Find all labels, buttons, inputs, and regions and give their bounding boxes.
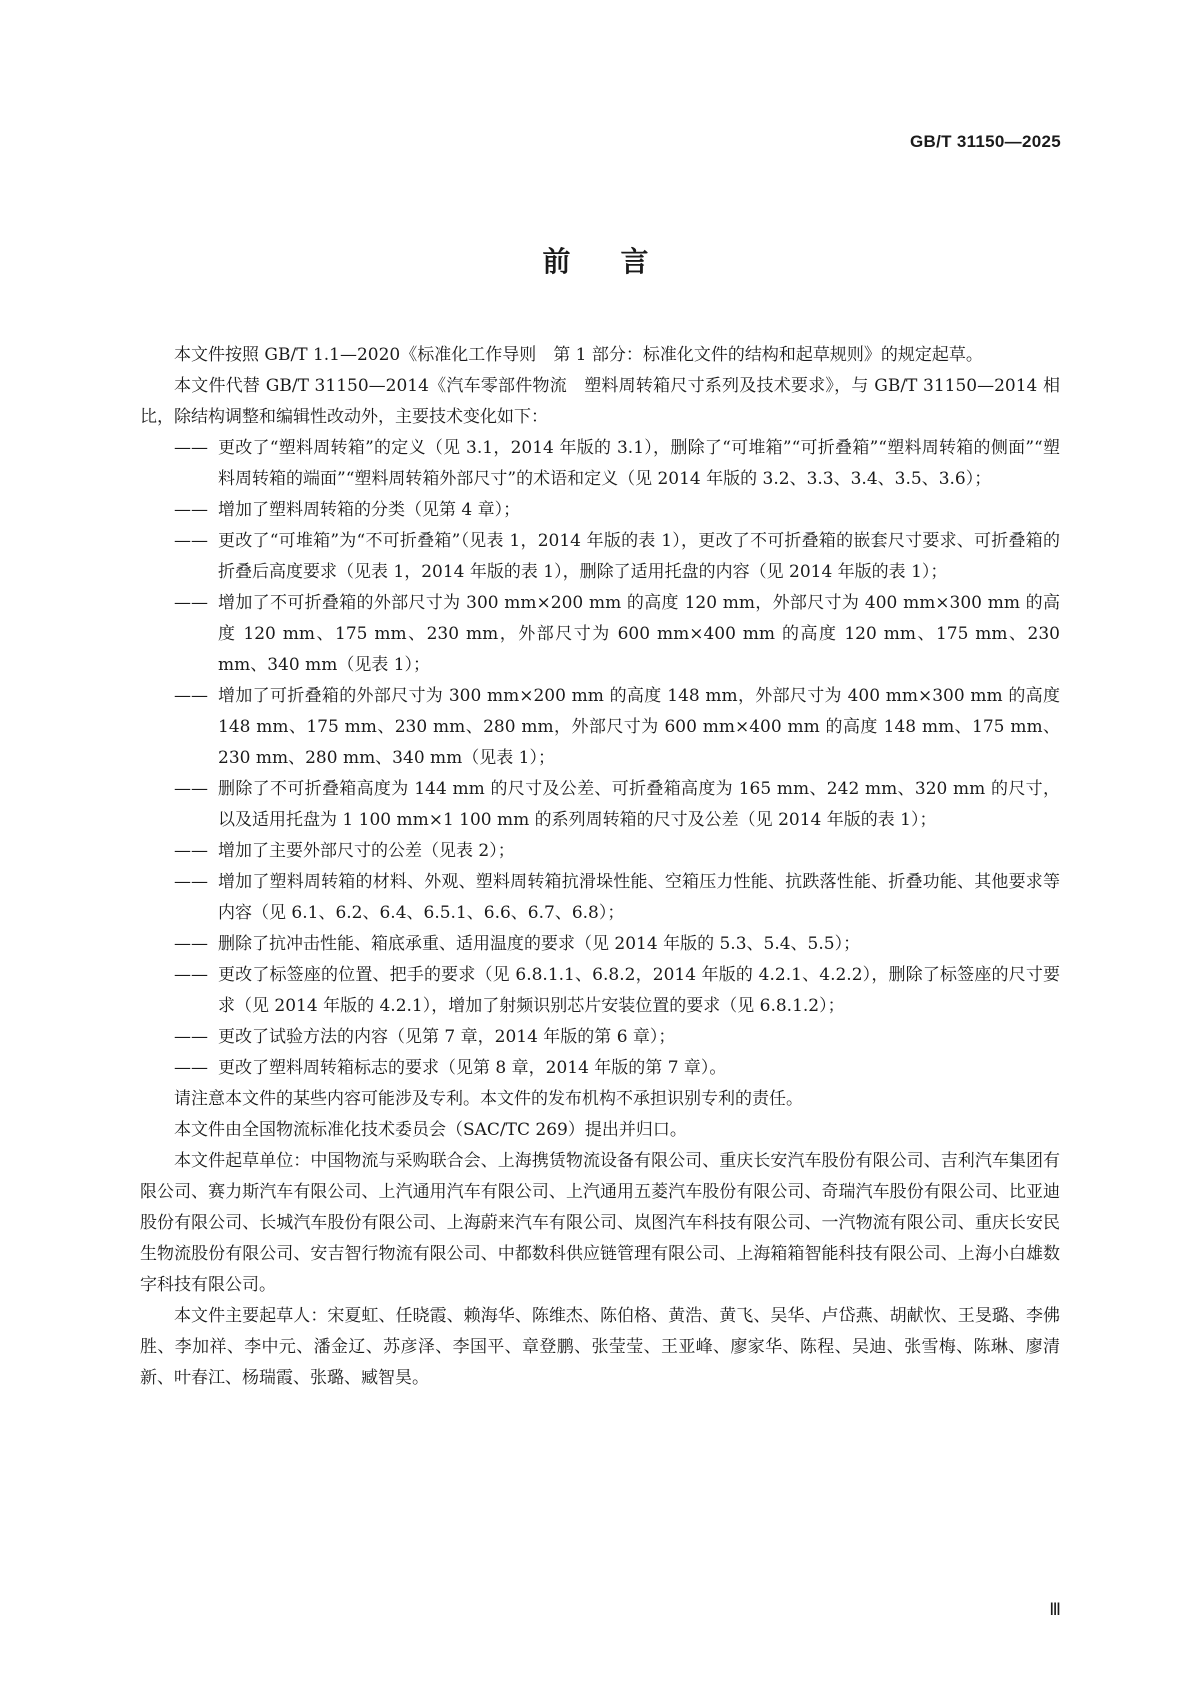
paragraph-replacement: 本文件代替 GB/T 31150—2014《汽车零部件物流 塑料周转箱尺寸系列及技术要求》，与 GB/T 31150—2014 相比，除结构调整和编辑性改动外，主要技术变化如下： [140, 376, 1060, 427]
list-item-text: 更改了塑料周转箱标志的要求（见第 8 章，2014 年版的第 7 章）。 [218, 1058, 727, 1078]
paragraph-drafters: 本文件主要起草人：宋夏虹、任晓霞、赖海华、陈维杰、陈伯格、黄浩、黄飞、吴华、卢岱燕、胡献忺、王旻璐、李佛胜、李加祥、李中元、潘金辽、苏彦泽、李国平、章登鹏、张莹莹、王亚峰、廖家华、陈程、吴迪、张雪梅、陈琳、廖清新、叶春江、杨瑞霞、张璐、臧智昊。 [140, 1306, 1060, 1388]
list-item [140, 929, 1060, 960]
list-item-text: 更改了标签座的位置、把手的要求（见 6.8.1.1、6.8.2，2014 年版的 4.2.1、4.2.2），删除了标签座的尺寸要求（见 2014 年版的 4.2.1），增加了射频识别芯片安装位置的要求（见 6.8.1.2）； [218, 965, 1060, 1016]
list-item-text: 增加了塑料周转箱的材料、外观、塑料周转箱抗滑垛性能、空箱压力性能、抗跌落性能、折叠功能、其他要求等内容（见 6.1、6.2、6.4、6.5.1、6.6、6.7、6.8）； [218, 872, 1060, 923]
list-item-text: 删除了抗冲击性能、箱底承重、适用温度的要求（见 2014 年版的 5.3、5.4、5.5）； [218, 934, 861, 954]
list-item-text: 增加了不可折叠箱的外部尺寸为 300 mm×200 mm 的高度 120 mm，外部尺寸为 400 mm×300 mm 的高度 120 mm、175 mm、230 mm，外部尺寸为 600 mm×400 mm 的高度 120 mm、175 mm、230 mm、340 mm（见表 1）； [218, 593, 1060, 675]
list-item [140, 526, 1060, 588]
dash-marker: —— [174, 1058, 208, 1078]
list-item-text: 更改了试验方法的内容（见第 7 章，2014 年版的第 6 章）； [218, 1027, 676, 1047]
list-item [140, 867, 1060, 929]
list-item [140, 1053, 1060, 1084]
list-item-text: 删除了不可折叠箱高度为 144 mm 的尺寸及公差、可折叠箱高度为 165 mm、242 mm、320 mm 的尺寸，以及适用托盘为 1 100 mm×1 100 mm 的系列周转箱的尺寸及公差（见 2014 年版的表 1）； [218, 779, 1060, 830]
dash-marker: —— [174, 531, 208, 551]
list-item [140, 588, 1060, 681]
list-item [140, 1022, 1060, 1053]
dash-marker: —— [174, 1027, 208, 1047]
foreword-body [140, 340, 1060, 1394]
list-item-text: 更改了“塑料周转箱”的定义（见 3.1，2014 年版的 3.1），删除了“可堆箱”“可折叠箱”“塑料周转箱的侧面”“塑料周转箱的端面”“塑料周转箱外部尺寸”的术语和定义（见 2014 年版的 3.2、3.3、3.4、3.5、3.6）； [218, 438, 1060, 489]
page-number: Ⅲ [1049, 1600, 1061, 1619]
dash-marker: —— [174, 500, 208, 520]
list-item [140, 495, 1060, 526]
dash-marker: —— [174, 593, 208, 613]
paragraph-patent-notice: 请注意本文件的某些内容可能涉及专利。本文件的发布机构不承担识别专利的责任。 [174, 1089, 803, 1109]
dash-marker: —— [174, 965, 208, 985]
dash-marker: —— [174, 686, 208, 706]
dash-marker: —— [174, 872, 208, 892]
document-id: GB/T 31150—2025 [910, 132, 1061, 151]
page-title: 前言 [542, 245, 699, 278]
list-item [140, 681, 1060, 774]
list-item [140, 960, 1060, 1022]
list-item-text: 更改了“可堆箱”为“不可折叠箱”（见表 1，2014 年版的表 1），更改了不可折叠箱的嵌套尺寸要求、可折叠箱的折叠后高度要求（见表 1，2014 年版的表 1），删除了适用托盘的内容（见 2014 年版的表 1）； [218, 531, 1060, 582]
dash-marker: —— [174, 438, 208, 458]
list-item-text: 增加了主要外部尺寸的公差（见表 2）； [218, 841, 515, 861]
list-item [140, 774, 1060, 836]
dash-marker: —— [174, 841, 208, 861]
list-item [140, 433, 1060, 495]
paragraph-drafting-basis: 本文件按照 GB/T 1.1—2020《标准化工作导则 第 1 部分：标准化文件的结构和起草规则》的规定起草。 [174, 345, 983, 365]
dash-marker: —— [174, 779, 208, 799]
paragraph-drafting-units: 本文件起草单位：中国物流与采购联合会、上海携赁物流设备有限公司、重庆长安汽车股份有限公司、吉利汽车集团有限公司、赛力斯汽车有限公司、上汽通用汽车有限公司、上汽通用五菱汽车股份有限公司、奇瑞汽车股份有限公司、比亚迪股份有限公司、长城汽车股份有限公司、上海蔚来汽车有限公司、岚图汽车科技有限公司、一汽物流有限公司、重庆长安民生物流股份有限公司、安吉智行物流有限公司、中都数科供应链管理有限公司、上海箱箱智能科技有限公司、上海小白雄数字科技有限公司。 [140, 1151, 1060, 1295]
list-item [140, 836, 1060, 867]
list-item-text: 增加了可折叠箱的外部尺寸为 300 mm×200 mm 的高度 148 mm，外部尺寸为 400 mm×300 mm 的高度 148 mm、175 mm、230 mm、280 mm，外部尺寸为 600 mm×400 mm 的高度 148 mm、175 mm、230 mm、280 mm、340 mm（见表 1）； [218, 686, 1060, 768]
dash-marker: —— [174, 934, 208, 954]
paragraph-proposer: 本文件由全国物流标准化技术委员会（SAC/TC 269）提出并归口。 [174, 1120, 687, 1140]
list-item-text: 增加了塑料周转箱的分类（见第 4 章）； [218, 500, 521, 520]
